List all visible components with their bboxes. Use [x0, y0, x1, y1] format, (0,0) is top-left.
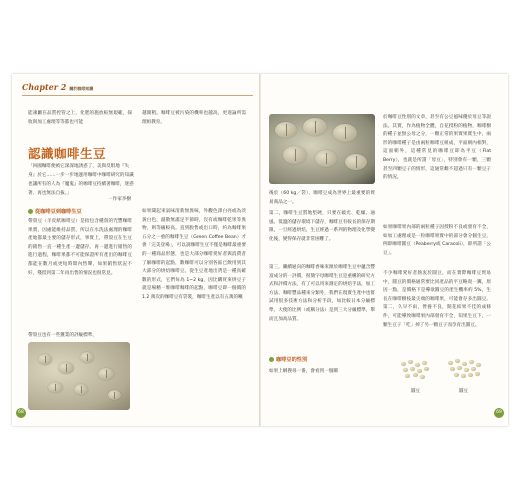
bean-shape [303, 118, 327, 136]
chapter-subtitle: 關於咖啡知識 [69, 86, 94, 91]
bean-shape [413, 373, 418, 377]
bean-shape [462, 362, 467, 366]
bean-shape [415, 363, 420, 367]
intro-text-col2: 越簡稍。咖啡豆被污染的機率也越高，更遑論所需理組教育。 [142, 111, 246, 125]
peaberry-pile [445, 356, 485, 384]
peaberry-caption: 圓豆 [459, 389, 468, 394]
bean-shape [74, 384, 88, 395]
bean-shape [450, 367, 455, 371]
bean-shape [469, 360, 474, 364]
left-page [12, 74, 259, 426]
bean-shape [98, 368, 114, 380]
bullet-icon [269, 357, 274, 362]
bean-shape [455, 359, 460, 363]
bean-shape [417, 369, 422, 373]
bean-shape [471, 367, 476, 371]
subsection-heading [28, 208, 82, 215]
bean-shape [410, 367, 415, 371]
bean-shape [475, 372, 480, 376]
page-number-right: 69 [494, 408, 504, 418]
book-spread [12, 74, 508, 426]
bean-shape [420, 375, 425, 379]
header-rule [22, 95, 253, 96]
bean-shape [403, 368, 408, 372]
body-col1-d: 如果上網搜尋一番，會看到一個關 [269, 369, 338, 374]
bean-shape [275, 122, 297, 138]
intro-text-col1: 能凍屬在品質控管之上，化肥的施放較無規範，探收與加工處理等等都也可能 [28, 111, 132, 125]
bean-shape [333, 124, 357, 142]
subsection-heading [269, 356, 307, 363]
bean-shape [48, 382, 63, 393]
bean-shape [315, 150, 337, 167]
flat-bean-pile [397, 356, 435, 384]
bean-shape [468, 373, 473, 377]
pull-quote: 「回國咖啡便被它深深地誘惑了，美與反駁地『失身』於它……一步一步地運用咖啡中咖啡研究的知識也讓所有的人為『魔鬼』的咖啡豆持續著咖啡，迷惑著、再也無法自拔。」 [28, 164, 134, 196]
body-col2-b: 如果咖啡果內部的兩粒種子因授粉不良或發育不全，如加工處理或是一粒咖啡果實中的部分會分個生豆，例即咖啡圓豆（Peaberry或 Caracoli），即所謂「公豆」。 [383, 225, 491, 256]
chapter-header [22, 82, 93, 92]
body-col1-a: 帶殼豆（羊皮紙咖啡豆）是指包含種殼的咒豐咖啡果實，因處能維持品質，所以在水洗法處理的咖啡產地都最主要的儲存形式，事實上，帶殼豆在生豆的銷售一直一種生產一邊儲存。再一邊進行銷售的進行過程，咖啡果都不可能保證所有產出的咖啡豆都能在數月或更短時間內售聲，如果銷售狀況不好，殘留到第二年再出售的情況也很常見。 [28, 219, 132, 276]
bean-shape [80, 352, 94, 363]
flat-bean-caption: 圓豆 [411, 389, 420, 394]
body-col2-c: 不少咖啡愛好者熱衷於圓豆，而在實際咖啡豆貿易中，圓豆的價格通常要比同產品的平豆略貴一籌，原因一點，是價格下是導欲圓豆的產生機率約 5%，生長在咖啡樹枝最尖端的咖啡果，可能會存多出圓豆。第二，久早不雨，營養不良，開花結果不佳的成條件，可能導致咖啡果內部發育不全，知果生豆下，一顆生豆子「吃」掉了另一顆豆子而孕育出圓豆。 [383, 271, 491, 328]
quote-source: 一作家李樹 [108, 197, 131, 202]
page-number-left: 68 [16, 408, 26, 418]
bean-shape [405, 374, 410, 378]
bean-shape [461, 374, 466, 378]
bean-shape [424, 367, 429, 371]
body-col1-b: 第二，咖啡生豆質地堅硬，只要在破光、乾燥、通風、低溫的儲存環境下儲存，咖啡豆有較長的保存期限，一旦經過烘焙，生豆經過一系列的物理及化學變化後，變得保存就非常困難了。 [269, 211, 375, 242]
section-title: 認識咖啡生豆 [28, 146, 107, 161]
bean-shape [38, 354, 52, 365]
bean-shape [448, 361, 453, 365]
bean-shape [422, 361, 427, 365]
bean-shape [108, 390, 121, 400]
bean-closeup-photo [269, 114, 375, 184]
bean-shape [476, 363, 481, 367]
bean-shape [283, 146, 307, 164]
subsection-heading-text: 咖啡豆的性別 [276, 357, 308, 363]
body-col1-a: 後於（60 kg／袋），咖啡豆成為世界上最重要的貿易商品之一。 [269, 191, 375, 205]
body-col2: 如果聞起來氣味清新無異味，外觀色澤白亮或為淡黃白色，濕散無滿足半節時，沒有或咖啡乾果等異物，則等級較高。直到脫售或出口時，約為咖啡果五分之一重的咖啡生豆（Green Coffee Bean）才會「完美登場」，可以說咖啡生豆不僅是咖啡最重要的一種商品形態，也是大部分咖啡愛好者與消費者了解咖啡的起點，數咖啡可以分別各區已飲用到其大部分的烘焙咖啡豆。從生豆產地出貨是一種真確數的形式，它們每為 1~2 kg，因比購買來烘豆子就是場精一堆咖啡咖啡的起點，咖啡豆即一個價的 1.2 萬次的咖啡豆有袋裝，咖啡生產以有五萬的噸 [142, 209, 246, 300]
bean-shape [464, 368, 469, 372]
green-beans-photo [28, 342, 130, 410]
bean-shape [401, 362, 406, 366]
body-col1-b: 帶殼豆也有一些獲業的評級標準， [28, 333, 97, 338]
bean-shape [457, 366, 462, 370]
subsection-heading-text: 從咖啡豆到咖啡生豆 [35, 209, 82, 215]
body-col1-c: 第三，繼續通向的咖啡香味來源於咖啡生豆中蘊含豐富成分的一評價，很簡字母咖啡生豆是重構的研究方式和評價方法，有了可以用來測定的烘焙手法，加工方法、咖啡豐品種來分類外，我們在現實生產中也嘗試用很多技術方法和分析手段，如比較日本分級標準，大使的比例（或稱分法）是到三大分級標準，舉而且加高品質。 [269, 265, 375, 322]
chapter-label: Chapter 2 [22, 82, 67, 92]
right-page [261, 74, 508, 426]
bean-shape [345, 154, 367, 170]
bean-shape [58, 362, 74, 374]
body-col2-a: 於咖啡豆性別的文章，甚至有公豆風味優於母豆等說法。其實，作為植物全體，自花授粉的植物，咖啡樹的種子並無公母之分，一顆正常的果實果實生中，兩形的咖啡種子是由兩粒咖啡豆組成，平面朝內相對，這面朝外，這種常見的咖啡豆即為平豆（Flat Berry），也就是所謂「母豆」，特別會有一顆，三顆甚至四顆豆子的情形，這通常雌不超過只有一顆豆子的情況。 [383, 115, 491, 181]
bullet-icon [28, 209, 33, 214]
bean-shape [408, 360, 413, 364]
bean-shape [454, 373, 459, 377]
